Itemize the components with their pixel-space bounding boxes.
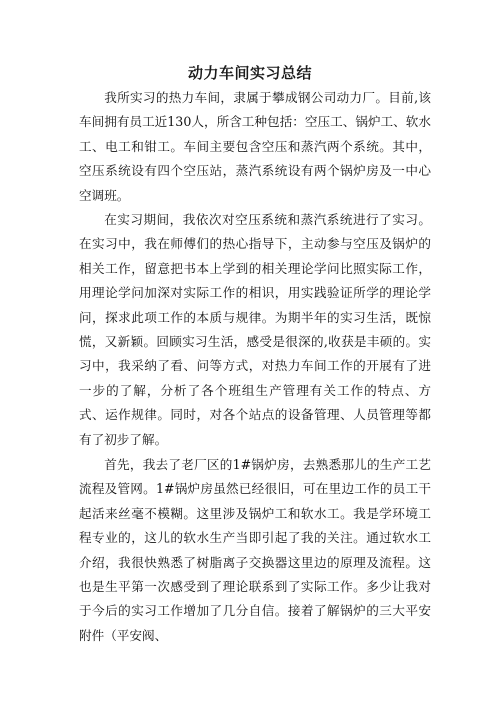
paragraph-3: 首先，我去了老厂区的1#锅炉房，去熟悉那儿的生产工艺流程及管网。1#锅炉房虽然已经很旧，可在里边工作的员工干起活来丝毫不模糊。这里涉及锅炉工和软水工。我是学环境工程专业的，这儿的软水生产当即引起了我的关注。通过软水工介绍，我很快熟悉了树脂离子交换器这里边的原理及流程。这也是生平第一次感受到了理论联系到了实际工作。多少让我对于今后的实习工作增加了几分自信。接着了解锅炉的三大平安附件（平安阀、 [79, 457, 431, 643]
document-title: 动力车间实习总结 [187, 64, 312, 82]
paragraph-2: 在实习期间，我依次对空压系统和蒸汽系统进行了实习。在实习中，我在师傅们的热心指导下，主动参与空压及锅炉的相关工作，留意把书本上学到的相关理论学问比照实际工作，用理论学问加深对实际工作的相识，用实践验证所学的理论学问，探求此项工作的本质与规律。为期半年的实习生活，既惊慌，又新颖。回顾实习生活，感受是很深的,收获是丰硕的。实习中，我采纳了看、问等方式，对热力车间工作的开展有了进一步的了解，分析了各个班组生产管理有关工作的特点、方式、运作规律。同时，对各个站点的设备管理、人员管理等都有了初步了解。 [79, 212, 431, 447]
paragraph-1: 我所实习的热力车间，隶属于攀成钢公司动力厂。目前,该车间拥有员工近130人，所含工种包括：空压工、锅炉工、软水工、电工和钳工。车间主要包含空压和蒸汽两个系统。其中，空压系统设有四个空压站，蒸汽系统设有两个锅炉房及一中心空调班。 [79, 90, 431, 203]
